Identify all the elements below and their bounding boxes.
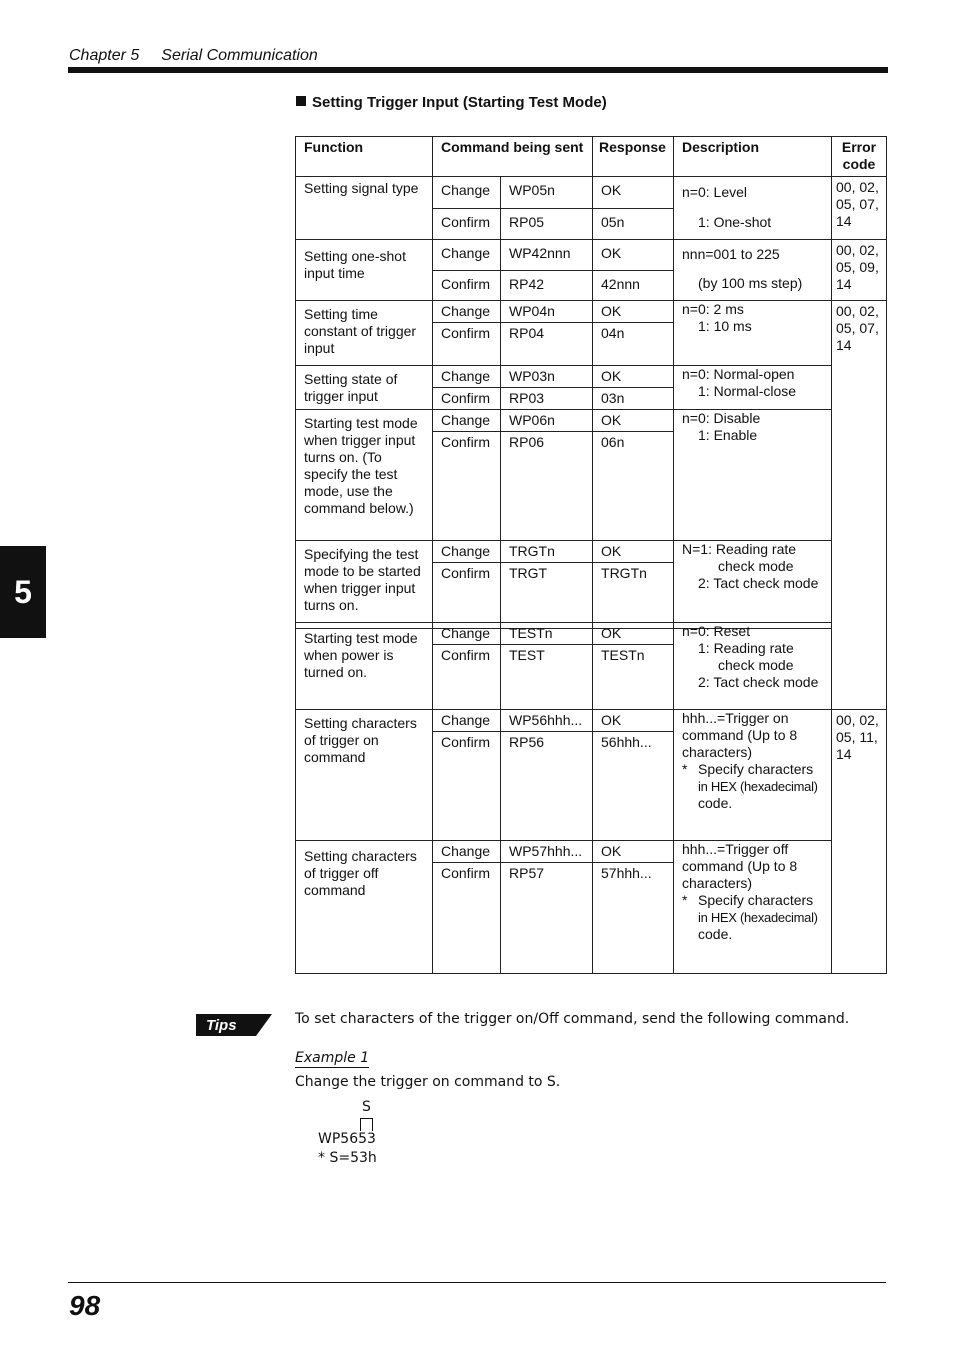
table-row [296, 541, 887, 563]
description-line: nnn=001 to 225 [682, 246, 780, 262]
change-label: Change [433, 623, 501, 645]
description-line: in HEX (hexadecimal) [698, 779, 818, 794]
confirm-label: Confirm [433, 645, 501, 710]
change-label: Change [433, 710, 501, 732]
section-title [296, 94, 607, 111]
example-note: * S=53h [318, 1150, 377, 1166]
example-description: Change the trigger on command to S. [295, 1074, 561, 1090]
table-row [296, 301, 887, 323]
command-cell: TESTn [501, 623, 593, 645]
description-cell [674, 841, 832, 974]
function-cell: Setting state of trigger input [296, 366, 433, 410]
chapter-title: Serial Communication [161, 47, 318, 64]
description-line: n=0: Level [682, 184, 748, 200]
function-cell: Setting characters of trigger on command [296, 710, 433, 841]
command-cell: WP57hhh... [501, 841, 593, 863]
running-header [69, 47, 318, 65]
response-cell: 42nnn [593, 271, 674, 301]
header-rule [68, 67, 888, 73]
error-code-cell: 00, 02, 05, 09, 14 [832, 240, 887, 301]
command-cell: RP56 [501, 732, 593, 841]
description-line: (by 100 ms step) [698, 275, 803, 291]
tips-text: To set characters of the trigger on/Off command, send the following command. [295, 1011, 850, 1027]
response-cell: 56hhh... [593, 732, 674, 841]
description-line: characters) [682, 875, 753, 891]
confirm-label: Confirm [433, 863, 501, 974]
command-cell: TEST [501, 645, 593, 710]
command-cell: WP03n [501, 366, 593, 388]
header-response: Response [593, 137, 674, 177]
function-cell: Setting one-shot input time [296, 240, 433, 301]
error-code-cell: 00, 02, 05, 07, 14 [832, 301, 887, 629]
response-cell: OK [593, 410, 674, 432]
section-title-text: Setting Trigger Input (Starting Test Mode) [312, 94, 607, 111]
response-cell: 04n [593, 323, 674, 366]
confirm-label: Confirm [433, 432, 501, 541]
description-cell [674, 301, 832, 366]
error-code-cell: 00, 02, 05, 11, 14 [832, 710, 887, 974]
change-label: Change [433, 366, 501, 388]
response-cell: OK [593, 301, 674, 323]
response-cell: 05n [593, 209, 674, 240]
table-row [296, 366, 887, 388]
response-cell: OK [593, 623, 674, 645]
change-label: Change [433, 841, 501, 863]
table-header-row [296, 137, 887, 177]
response-cell: OK [593, 841, 674, 863]
table-row [296, 410, 887, 432]
description-cell [674, 366, 832, 410]
description-line: Specify characters [698, 892, 814, 908]
description-line: 1: 10 ms [698, 318, 752, 334]
response-cell: TESTn [593, 645, 674, 710]
response-cell: 57hhh... [593, 863, 674, 974]
function-cell: Setting signal type [296, 177, 433, 240]
command-cell: TRGTn [501, 541, 593, 563]
description-line: code. [698, 795, 733, 811]
command-cell: WP04n [501, 301, 593, 323]
command-cell: WP42nnn [501, 240, 593, 271]
response-cell: 03n [593, 388, 674, 410]
response-cell: 06n [593, 432, 674, 541]
description-line: 1: One-shot [698, 214, 772, 230]
function-cell: Setting time constant of trigger input [296, 301, 433, 366]
description-cell [674, 623, 832, 710]
confirm-label: Confirm [433, 388, 501, 410]
function-cell: Starting test mode when power is turned on. [296, 623, 433, 710]
square-bullet-icon [296, 96, 306, 106]
confirm-label: Confirm [433, 323, 501, 366]
command-cell: TRGT [501, 563, 593, 629]
table-row [296, 240, 887, 271]
bracket-icon [360, 1118, 373, 1131]
change-label: Change [433, 240, 501, 271]
response-cell: OK [593, 541, 674, 563]
function-cell: Specifying the test mode to be started when trigger input turns on. [296, 541, 433, 629]
command-cell: RP04 [501, 323, 593, 366]
confirm-label: Confirm [433, 732, 501, 841]
command-cell: RP03 [501, 388, 593, 410]
description-line: hhh...=Trigger on [682, 710, 789, 726]
header-error-code: Error code [832, 137, 887, 177]
footer-rule [68, 1282, 886, 1283]
command-cell: RP42 [501, 271, 593, 301]
example-label: Example 1 [295, 1050, 370, 1066]
response-cell: OK [593, 710, 674, 732]
description-line: characters) [682, 744, 753, 760]
description-line: check mode [718, 657, 794, 673]
header-description: Description [674, 137, 832, 177]
description-line: 1: Reading rate [698, 640, 794, 656]
table-row [296, 623, 887, 645]
description-line: n=0: Disable [682, 410, 761, 426]
description-line: hhh...=Trigger off [682, 841, 789, 857]
tips-label: Tips [206, 1017, 237, 1034]
chapter-tab: 5 [0, 546, 46, 638]
description-cell [674, 541, 832, 629]
description-line: 2: Tact check mode [698, 674, 819, 690]
command-table-continued [295, 622, 887, 974]
description-cell [674, 710, 832, 841]
function-cell: Setting characters of trigger off command [296, 841, 433, 974]
description-cell [674, 177, 832, 240]
description-cell [674, 410, 832, 541]
tips-badge [196, 1014, 272, 1036]
table-row [296, 841, 887, 863]
description-cell [674, 240, 832, 301]
description-line: code. [698, 926, 733, 942]
table-row [296, 177, 887, 209]
confirm-label: Confirm [433, 271, 501, 301]
function-cell: Starting test mode when trigger input turns on. (To specify the test mode, use the command below.) [296, 410, 433, 541]
command-cell: WP05n [501, 177, 593, 209]
description-line: command (Up to 8 [682, 858, 798, 874]
description-line: 1: Enable [698, 427, 758, 443]
chapter-label: Chapter 5 [69, 47, 140, 64]
response-cell: OK [593, 240, 674, 271]
description-line: n=0: Normal-open [682, 366, 795, 382]
error-code-cell: 00, 02, 05, 07, 14 [832, 177, 887, 240]
command-cell: RP06 [501, 432, 593, 541]
response-cell: TRGTn [593, 563, 674, 629]
change-label: Change [433, 541, 501, 563]
change-label: Change [433, 177, 501, 209]
description-line: Specify characters [698, 761, 814, 777]
description-line: 1: Normal-close [698, 383, 797, 399]
description-line: n=0: Reset [682, 623, 751, 639]
command-cell: WP06n [501, 410, 593, 432]
command-cell: WP56hhh... [501, 710, 593, 732]
description-line: N=1: Reading rate [682, 541, 797, 557]
example-command: WP5653 [318, 1131, 376, 1147]
description-line: n=0: 2 ms [682, 301, 744, 317]
description-line: 2: Tact check mode [698, 575, 819, 591]
command-cell: RP57 [501, 863, 593, 974]
confirm-label: Confirm [433, 209, 501, 240]
change-label: Change [433, 410, 501, 432]
example-character: S [362, 1099, 371, 1115]
command-table [295, 136, 887, 629]
asterisk-note: * [682, 892, 688, 908]
page-number: 98 [69, 1290, 101, 1321]
response-cell: OK [593, 366, 674, 388]
description-line: command (Up to 8 [682, 727, 798, 743]
table-row [296, 710, 887, 732]
description-line: in HEX (hexadecimal) [698, 910, 818, 925]
description-line: check mode [718, 558, 794, 574]
confirm-label: Confirm [433, 563, 501, 629]
response-cell: OK [593, 177, 674, 209]
header-command: Command being sent [433, 137, 593, 177]
error-code-cell [832, 623, 887, 710]
header-function: Function [296, 137, 433, 177]
command-cell: RP05 [501, 209, 593, 240]
change-label: Change [433, 301, 501, 323]
asterisk-note: * [682, 761, 688, 777]
